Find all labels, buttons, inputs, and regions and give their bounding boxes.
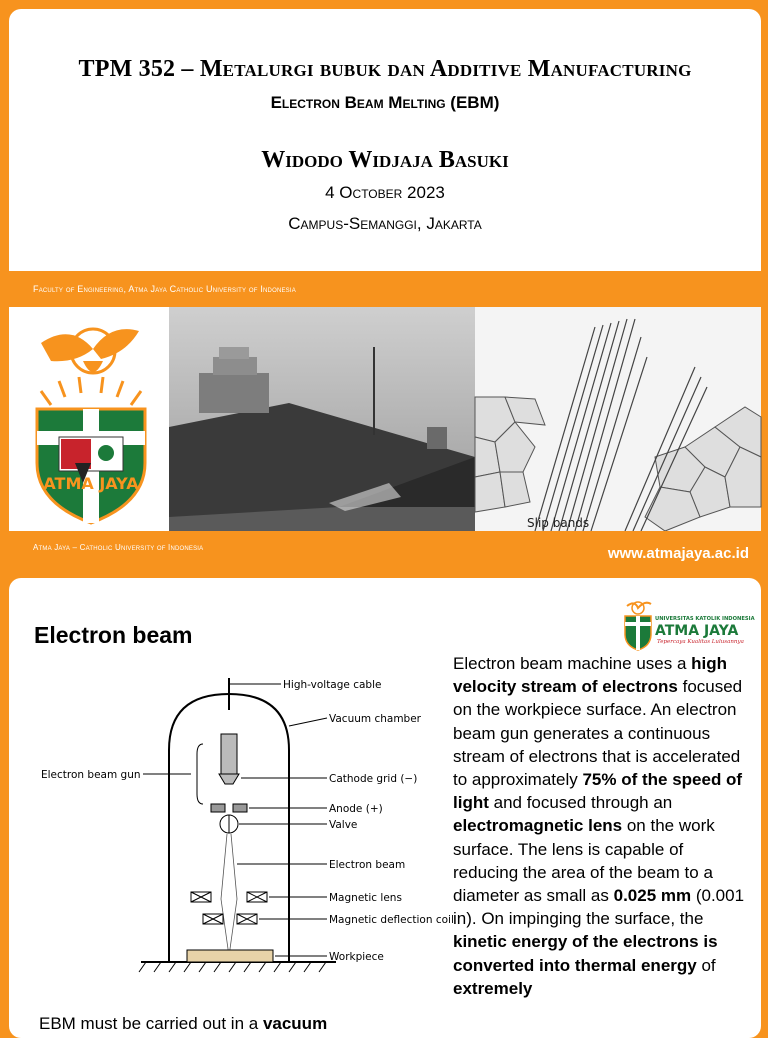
paragraph-text: of bbox=[696, 955, 716, 975]
logo-line1: UNIVERSITAS KATOLIK INDONESIA bbox=[655, 616, 755, 622]
label-anode: Anode (+) bbox=[329, 803, 383, 815]
note-text: EBM must be carried out in a bbox=[39, 1014, 263, 1033]
faculty-band bbox=[9, 271, 761, 307]
lecture-subtitle: Electron Beam Melting (EBM) bbox=[270, 93, 500, 112]
paragraph-emphasis: 0.025 mm bbox=[613, 886, 692, 906]
course-title: TPM 352 – Metalurgi bubuk dan Additive Manufacturing bbox=[78, 56, 692, 82]
logo-tagline: Tepercaya Kualitas Lulusannya bbox=[657, 639, 744, 645]
paragraph-text: Electron beam machine uses a bbox=[453, 654, 692, 673]
label-gun: Electron beam gun bbox=[41, 769, 141, 781]
paragraph-emphasis: extremely bbox=[453, 978, 533, 998]
university-logo bbox=[621, 598, 755, 652]
logo-name: ATMA JAYA bbox=[655, 623, 739, 639]
label-chamber: Vacuum chamber bbox=[329, 713, 421, 725]
paragraph-emphasis: kinetic energy of the electrons is converted into thermal energy bbox=[453, 932, 718, 975]
title-slide bbox=[9, 9, 761, 569]
paragraph-emphasis: 75% of the speed of light bbox=[453, 770, 743, 813]
paragraph-text: on the work surface. The lens is capable of reducing the area of the beam to a diameter as small as bbox=[453, 816, 715, 906]
label-deflection: Magnetic deflection coil bbox=[329, 914, 454, 926]
label-beam: Electron beam bbox=[329, 859, 406, 871]
vacuum-note bbox=[39, 1014, 327, 1034]
image-strip bbox=[9, 307, 761, 531]
faculty-text: Faculty of Engineering, Atma Jaya Catholic University of Indonesia bbox=[33, 284, 296, 294]
slide-title: Electron beam bbox=[34, 622, 193, 648]
description-paragraph bbox=[453, 652, 753, 1000]
website-link[interactable]: www.atmajaya.ac.id bbox=[607, 545, 749, 562]
footer-band bbox=[9, 531, 761, 571]
label-cable: High-voltage cable bbox=[283, 679, 382, 691]
atma-jaya-logo bbox=[31, 313, 151, 525]
label-lens: Magnetic lens bbox=[329, 892, 402, 904]
broken-ship-photo bbox=[169, 307, 475, 531]
author-name: Widodo Widjaja Basuki bbox=[261, 147, 509, 173]
paragraph-text: focused on the workpiece surface. An electron beam gun generates a continuous stream of electrons that is accelerated to approximately bbox=[453, 677, 743, 790]
logo-wordmark: ATMA JAYA bbox=[43, 474, 139, 493]
label-cathode: Cathode grid (−) bbox=[329, 773, 418, 785]
slip-bands-figure bbox=[475, 307, 761, 531]
footer-text: Atma Jaya – Catholic University of Indonesia bbox=[33, 543, 204, 552]
paragraph-text: and focused through an bbox=[488, 793, 673, 813]
lecture-location: Campus-Semanggi, Jakarta bbox=[288, 214, 482, 233]
paragraph-text: (0.001 in). On impinging the surface, the bbox=[453, 886, 745, 929]
lecture-date: 4 October 2023 bbox=[325, 183, 445, 202]
label-workpiece: Workpiece bbox=[329, 951, 384, 963]
paragraph-emphasis: electromagnetic lens bbox=[453, 816, 623, 836]
note-bold: vacuum bbox=[262, 1014, 328, 1033]
ebm-schematic bbox=[31, 674, 454, 984]
content-slide bbox=[9, 578, 761, 1038]
paragraph-emphasis: high velocity stream of electrons bbox=[453, 654, 728, 697]
label-valve: Valve bbox=[329, 819, 358, 831]
slip-bands-label: Slip bands bbox=[527, 516, 590, 530]
